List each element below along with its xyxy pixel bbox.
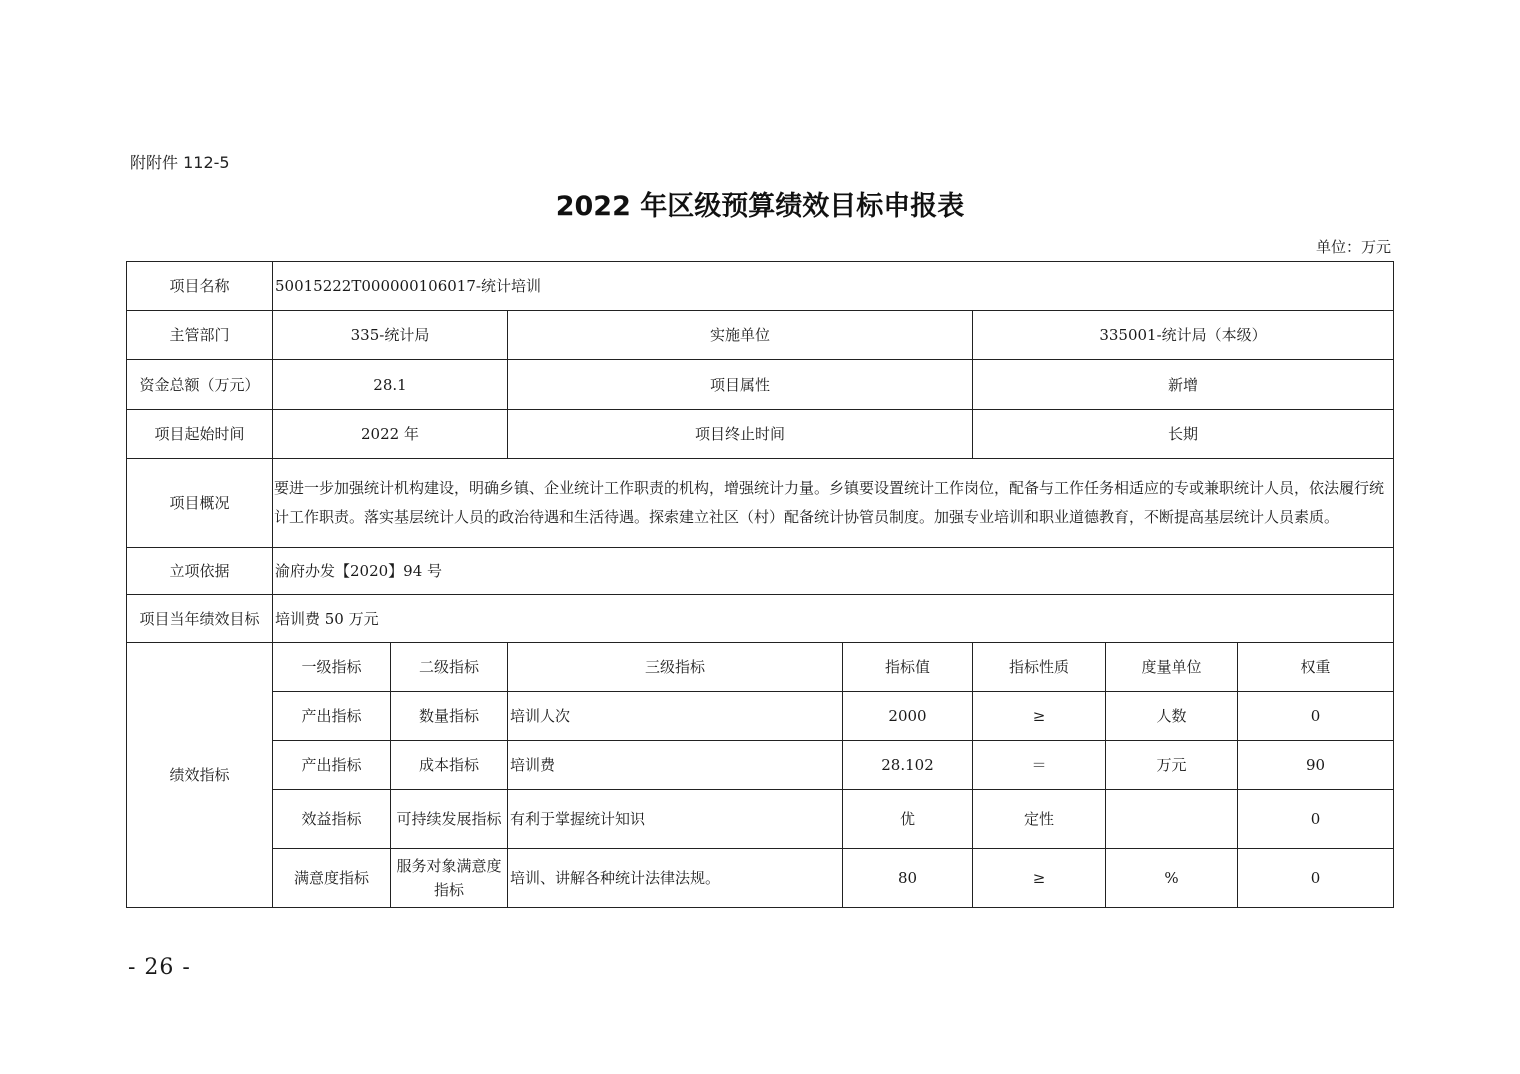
table-cell: 效益指标 xyxy=(273,790,391,849)
table-row xyxy=(127,595,1394,643)
section-label: 绩效指标 xyxy=(127,643,273,908)
cell-value: 渝府办发【2020】94 号 xyxy=(273,548,1394,595)
table-cell: 有利于掌握统计知识 xyxy=(508,790,843,849)
column-header: 三级指标 xyxy=(508,643,843,692)
table-cell: 产出指标 xyxy=(273,741,391,790)
table-row xyxy=(127,643,1394,692)
table-cell: 0 xyxy=(1238,790,1394,849)
table-cell: 培训费 xyxy=(508,741,843,790)
table-cell: 满意度指标 xyxy=(273,849,391,908)
table-row xyxy=(127,262,1394,311)
cell-label: 立项依据 xyxy=(127,548,273,595)
cell-label: 资金总额（万元） xyxy=(127,360,273,410)
cell-value: 要进一步加强统计机构建设，明确乡镇、企业统计工作职责的机构，增强统计力量。乡镇要设置统计工作岗位，配备与工作任务相适应的专或兼职统计人员，依法履行统计工作职责。落实基层统计人员的政治待遇和生活待遇。探索建立社区（村）配备统计协管员制度。加强专业培训和职业道德教育，不断提高基层统计人员素质。 xyxy=(273,459,1394,548)
performance-target-table xyxy=(126,261,1394,908)
table-cell: 服务对象满意度指标 xyxy=(391,849,508,908)
table-cell: ≥ xyxy=(973,849,1106,908)
cell-value: 新增 xyxy=(973,360,1394,410)
cell-label: 项目名称 xyxy=(127,262,273,311)
table-cell: 数量指标 xyxy=(391,692,508,741)
table-cell: 人数 xyxy=(1106,692,1238,741)
cell-label: 实施单位 xyxy=(508,311,973,360)
column-header: 指标性质 xyxy=(973,643,1106,692)
cell-label: 主管部门 xyxy=(127,311,273,360)
cell-value: 28.1 xyxy=(273,360,508,410)
column-header: 权重 xyxy=(1238,643,1394,692)
table-cell: 产出指标 xyxy=(273,692,391,741)
table-row xyxy=(127,410,1394,459)
page-title: 2022 年区级预算绩效目标申报表 xyxy=(555,191,965,222)
cell-value: 2022 年 xyxy=(273,410,508,459)
table-cell: 培训人次 xyxy=(508,692,843,741)
cell-label: 项目终止时间 xyxy=(508,410,973,459)
cell-label: 项目起始时间 xyxy=(127,410,273,459)
table-cell: 万元 xyxy=(1106,741,1238,790)
cell-value: 长期 xyxy=(973,410,1394,459)
table-cell: 2000 xyxy=(843,692,973,741)
table-cell: 培训、讲解各种统计法律法规。 xyxy=(508,849,843,908)
cell-value: 335001-统计局（本级） xyxy=(973,311,1394,360)
unit-label: 单位：万元 xyxy=(1315,238,1391,256)
page-number: - 26 - xyxy=(128,955,191,980)
table-row xyxy=(127,790,1394,849)
table-cell: 80 xyxy=(843,849,973,908)
table-cell: 可持续发展指标 xyxy=(391,790,508,849)
table-cell: 0 xyxy=(1238,692,1394,741)
table-row xyxy=(127,849,1394,908)
cell-label: 项目属性 xyxy=(508,360,973,410)
cell-value: 335-统计局 xyxy=(273,311,508,360)
table-cell: 成本指标 xyxy=(391,741,508,790)
column-header: 度量单位 xyxy=(1106,643,1238,692)
table-row xyxy=(127,459,1394,548)
table-row xyxy=(127,311,1394,360)
table-cell: ＝ xyxy=(973,741,1106,790)
table-cell: 28.102 xyxy=(843,741,973,790)
table-cell xyxy=(1106,790,1238,849)
table-cell: 0 xyxy=(1238,849,1394,908)
table-cell: 优 xyxy=(843,790,973,849)
table-row xyxy=(127,692,1394,741)
table-cell: 定性 xyxy=(973,790,1106,849)
column-header: 二级指标 xyxy=(391,643,508,692)
cell-label: 项目概况 xyxy=(127,459,273,548)
table-row xyxy=(127,741,1394,790)
column-header: 指标值 xyxy=(843,643,973,692)
column-header: 一级指标 xyxy=(273,643,391,692)
table-row xyxy=(127,360,1394,410)
table-cell: % xyxy=(1106,849,1238,908)
cell-value: 培训费 50 万元 xyxy=(273,595,1394,643)
table-cell: ≥ xyxy=(973,692,1106,741)
attachment-label: 附附件 112-5 xyxy=(130,153,230,172)
table-cell: 90 xyxy=(1238,741,1394,790)
cell-value: 50015222T000000106017-统计培训 xyxy=(273,262,1394,311)
cell-label: 项目当年绩效目标 xyxy=(127,595,273,643)
table-row xyxy=(127,548,1394,595)
